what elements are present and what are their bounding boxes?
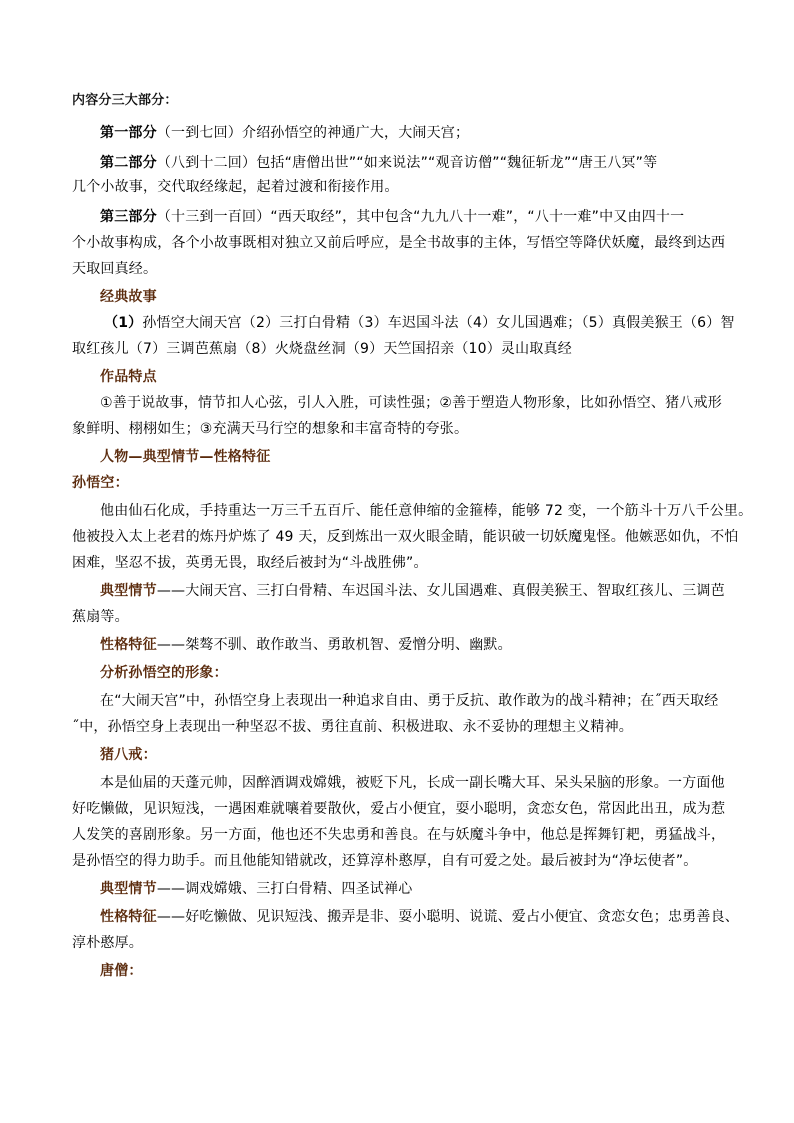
bajie-trait-line1 — [100, 908, 739, 926]
part2-text-line1: （八到十二回）包括“唐僧出世”“如来说法”“观音访僧”“魏征斩龙”“唐王八冥”等 — [156, 155, 658, 171]
part3-label: 第三部分 — [100, 209, 157, 225]
bajie-plot-text: ——调戏嫦娥、三打白骨精、四圣试禅心 — [156, 881, 413, 897]
bajie-trait-line2: 淳朴憨厚。 — [72, 935, 143, 951]
bajie-trait-text: ——好吃懒做、见识短浅、搬弄是非、耍小聪明、说谎、爱占小便宜、贪恋女色；忠勇善良、 — [156, 909, 740, 925]
wukong-plot-line1 — [100, 582, 725, 600]
bajie-name: 猪八戒： — [100, 747, 157, 763]
classics-first-number: （1） — [104, 315, 143, 331]
part3-text-line3: 天取回真经。 — [72, 261, 158, 277]
bajie-plot-line — [100, 880, 412, 898]
wukong-analysis-line1: 在“大闹天宫”中，孙悟空身上表现出一种追求自由、勇于反抗、敢作敢为的战斗精神；在˝西天取经 — [100, 693, 719, 709]
bajie-desc-line1: 本是仙届的天蓬元帅，因醉酒调戏嫦娥，被贬下凡，长成一副长嘴大耳、呆头呆脑的形象。一方面他 — [100, 775, 725, 791]
wukong-desc-line1: 他由仙石化成，手持重达一万三千五百斤、能任意伸缩的金箍棒，能够 72 变，一个筋斗十万八千公里。 — [100, 503, 753, 519]
bajie-trait-label: 性格特征 — [100, 909, 157, 925]
features-line1: ①善于说故事，情节扣人心弦，引人入胜，可读性强；②善于塑造人物形象，比如孙悟空、猪八戒形 — [100, 395, 722, 411]
wukong-plot-text: ——大闹天宫、三打白骨精、车迟国斗法、女儿国遇难、真假美猴王、智取红孩儿、三调芭 — [156, 583, 725, 599]
bajie-desc-line4: 是孙悟空的得力助手。而且他能知错就改，还算淳朴憨厚，自有可爱之处。最后被封为“净坛使者”。 — [72, 853, 698, 869]
wukong-analysis-line2: ˝中，孙悟空身上表现出一种坚忍不拔、勇往直前、积极进取、永不妥协的理想主义精神。 — [72, 719, 633, 735]
wukong-desc-line3: 困难，坚忍不拔，英勇无畏，取经后被封为“斗战胜佛”。 — [72, 555, 428, 571]
characters-heading: 人物—典型情节—性格特征 — [100, 449, 271, 465]
part3-text-line2: 个小故事构成，各个小故事既相对独立又前后呼应，是全书故事的主体，写悟空等降伏妖魔，最终到达西 — [72, 235, 726, 251]
classics-line2: 取红孩儿（7）三调芭蕉扇（8）火烧盘丝洞（9）天竺国招亲（10）灵山取真经 — [72, 341, 572, 357]
content-heading: 内容分三大部分： — [72, 93, 178, 108]
part2-text-line2: 几个小故事，交代取经缘起，起着过渡和衔接作用。 — [72, 179, 399, 195]
wukong-plot-line2: 蕉扇等。 — [72, 609, 129, 625]
features-heading: 作品特点 — [100, 369, 157, 385]
part1-text: （一到七回）介绍孙悟空的神通广大，大闹天宫； — [156, 125, 470, 141]
classics-line1 — [104, 314, 735, 332]
part3-text-line1: （十三到一百回）“西天取经”，其中包含“九九八十一难”，“八十一难”中又由四十一 — [156, 209, 685, 225]
bajie-desc-line2: 好吃懒做，见识短浅，一遇困难就嚷着要散伙，爱占小便宜，耍小聪明，贪恋女色，常因此出丑，成为惹 — [72, 801, 726, 817]
wukong-plot-label: 典型情节 — [100, 583, 157, 599]
part1-paragraph — [100, 124, 469, 142]
wukong-desc-line2: 他被投入太上老君的炼丹炉炼了 49 天，反到炼出一双火眼金睛，能识破一切妖魔鬼怪。他嫉恶如仇，不怕 — [72, 529, 739, 545]
wukong-name: 孙悟空： — [72, 475, 129, 491]
classics-heading: 经典故事 — [100, 289, 157, 305]
features-line2: 象鲜明、栩栩如生；③充满天马行空的想象和丰富奇特的夸张。 — [72, 421, 469, 437]
part2-paragraph — [100, 154, 657, 172]
tangseng-name: 唐僧： — [100, 963, 143, 979]
wukong-trait-text: ——桀骜不驯、敢作敢当、勇敢机智、爱憎分明、幽默。 — [156, 637, 512, 653]
wukong-trait-line — [100, 636, 512, 654]
part3-paragraph — [100, 208, 684, 226]
bajie-desc-line3: 人发笑的喜剧形象。另一方面，他也还不失忠勇和善良。在与妖魔斗争中，他总是挥舞钉耙，勇猛战斗， — [72, 827, 726, 843]
bajie-plot-label: 典型情节 — [100, 881, 157, 897]
classics-line1-text: 孙悟空大闹天宫（2）三打白骨精（3）车迟国斗法（4）女儿国遇难；（5）真假美猴王（6）智 — [142, 315, 735, 331]
part2-label: 第二部分 — [100, 155, 157, 171]
part1-label: 第一部分 — [100, 125, 157, 141]
wukong-trait-label: 性格特征 — [100, 637, 157, 653]
wukong-analysis-heading: 分析孙悟空的形象： — [100, 665, 228, 681]
